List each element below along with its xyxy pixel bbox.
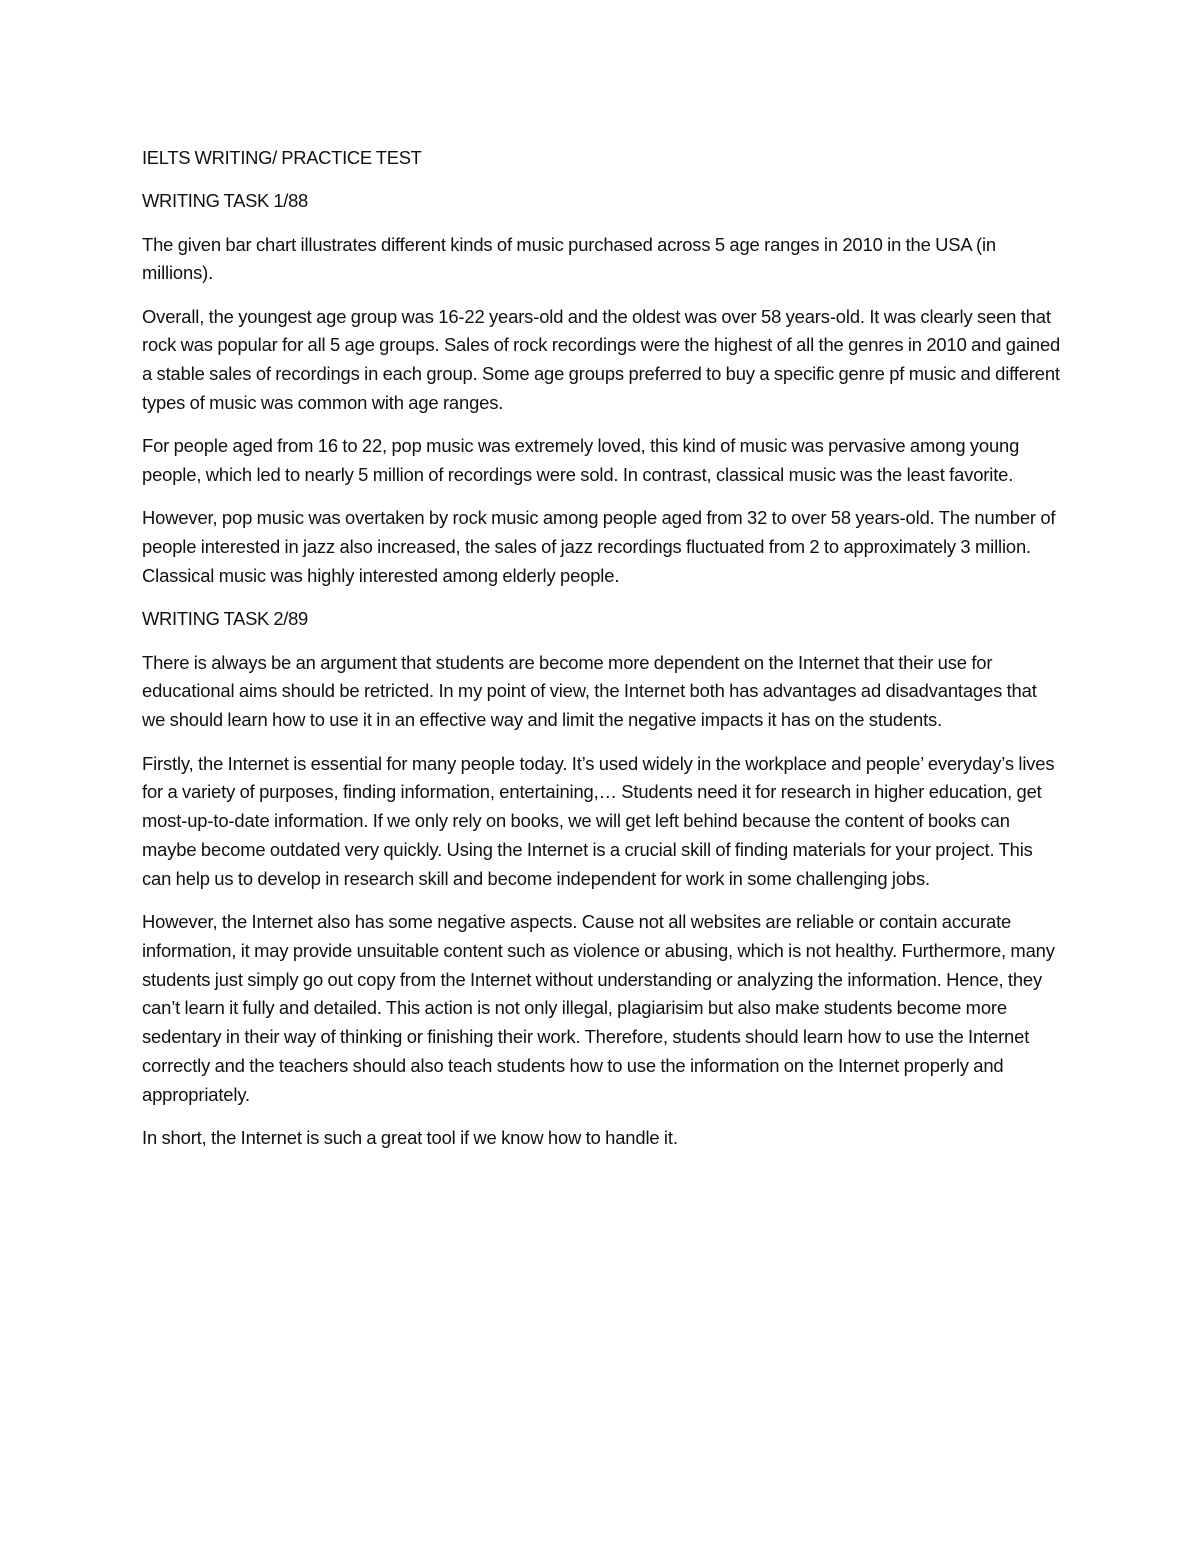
- task1-paragraph-body1: For people aged from 16 to 22, pop music was extremely loved, this kind of music was pervasive among young people, which led to nearly 5 million of recordings were sold. In contrast, classical music was the least favorite.: [142, 435, 1020, 486]
- task1-paragraph-body2: However, pop music was overtaken by rock music among people aged from 32 to over 58 years-old. The number of people interested in jazz also increased, the sales of jazz recordings fluctuated from 2 to approximately 3 million. Classical music was highly interested among elderly people.: [142, 507, 1056, 587]
- task1-heading: WRITING TASK 1/88: [142, 190, 308, 212]
- task1-paragraph-overview: Overall, the youngest age group was 16-22 years-old and the oldest was over 58 years-old. It was clearly seen that rock was popular for all 5 age groups. Sales of rock recordings were the highest of all the genres in 2010 and gained a stable sales of recordings in each group. Some age groups preferred to buy a specific genre pf music and different types of music was common with age ranges.: [142, 305, 1061, 414]
- task2-paragraph-body1: Firstly, the Internet is essential for many people today. It’s used widely in the workplace and people’ everyday’s lives for a variety of purposes, finding information, entertaining,… Students need it for research in higher education, get most-up-to-date information. If we only rely on books, we will get left behind because the content of books can maybe become outdated very quickly. Using the Internet is a crucial skill of finding materials for your project. This can help us to develop in research skill and become independent for work in some challenging jobs.: [142, 752, 1055, 889]
- task2-paragraph-conclusion: In short, the Internet is such a great tool if we know how to handle it.: [142, 1127, 678, 1149]
- document-title: IELTS WRITING/ PRACTICE TEST: [142, 147, 422, 168]
- task2-paragraph-body2: However, the Internet also has some negative aspects. Cause not all websites are reliable or contain accurate information, it may provide unsuitable content such as violence or abusing, which is not healthy. Furthermore, many students just simply go out copy from the Internet without understanding or analyzing the information. Hence, they can’t learn it fully and detailed. This action is not only illegal, plagiarisim but also make students become more sedentary in their way of thinking or finishing their work. Therefore, students should learn how to use the Internet correctly and the teachers should also teach students how to use the information on the Internet properly and appropriately.: [142, 911, 1055, 1105]
- document-body: [142, 144, 1062, 1167]
- task2-heading: WRITING TASK 2/89: [142, 608, 308, 630]
- task1-paragraph-intro: The given bar chart illustrates different kinds of music purchased across 5 age ranges in 2010 in the USA (in millions).: [142, 233, 996, 284]
- task2-paragraph-intro: There is always be an argument that students are become more dependent on the Internet that their use for educational aims should be retricted. In my point of view, the Internet both has advantages ad disadvantages that we should learn how to use it in an effective way and limit the negative impacts it has on the students.: [142, 651, 1037, 731]
